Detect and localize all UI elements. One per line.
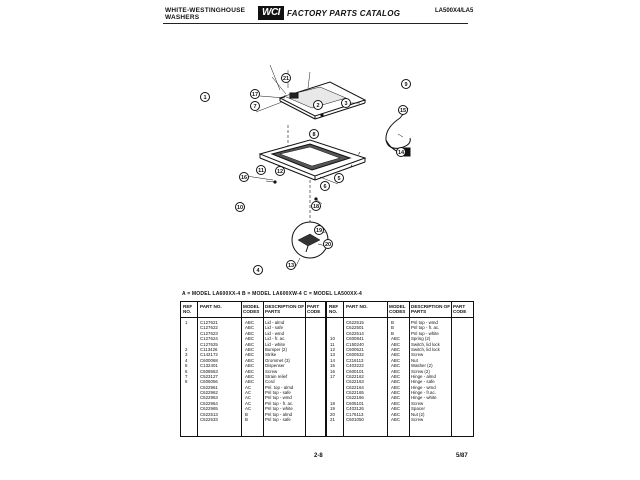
header-ref-right: REF NO. [329,304,339,314]
right-desc-cell: Spacer [411,406,425,412]
left-ref-cell: 6 [185,368,188,374]
header-desc-left: DESCRIPTION OF PARTS [265,304,305,314]
callout-bubble: 9 [401,79,411,89]
right-desc-cell: Washer (2) [411,363,433,369]
right-model-cell: ABC [391,400,401,406]
callout-bubble: 8 [309,129,319,139]
right-model-cell: ABC [391,390,401,396]
callout-bubble: 20 [323,239,333,249]
right-desc-cell: Screw [411,400,424,406]
catalog-code: LA500X4/LA5 [435,8,474,14]
left-desc-cell: Pnl top - fr. ac. [265,400,294,406]
left-model-cell: AC [245,406,252,412]
col-divider [343,302,344,436]
callout-bubble: 11 [256,165,266,175]
callout-bubble: 21 [281,73,291,83]
left-model-cell: ABC [245,368,255,374]
right-desc-cell: Switch, lid lock [411,346,440,352]
left-ref-cell: 7 [185,373,188,379]
left-part-cell: C622533 [200,417,218,423]
right-desc-cell: Screw [411,417,424,423]
col-divider [241,302,242,436]
left-desc-cell: Cord [265,379,275,385]
left-part-cell: C600068 [200,357,218,363]
header-ref-left: REF NO. [183,304,193,314]
left-part-cell: C622513 [200,411,218,417]
right-desc-cell: Nut [411,357,418,363]
callout-bubble: 19 [314,225,324,235]
left-part-cell: C523127 [200,373,218,379]
right-model-cell: ABC [391,384,401,390]
brand-block [165,7,245,21]
callout-bubble: 7 [250,101,260,111]
left-desc-cell: Pnl top - wmd [265,395,292,401]
col-divider [325,302,327,436]
left-ref-cell: 3 [185,352,188,358]
callout-bubble: 10 [235,202,245,212]
callout-bubble: 13 [286,260,296,270]
right-model-cell: ABC [391,411,401,417]
right-model-cell: ABC [391,395,401,401]
right-model-cell: ABC [391,368,401,374]
left-model-cell: AC [245,395,252,401]
header-code-right: PART CODE [453,304,467,314]
left-model-cell: ABC [245,330,255,336]
model-legend: A = MODEL LA600XX-4 B = MODEL LA600XW-4 C = MODEL LA500XX-4 [182,291,363,297]
left-model-cell: ABC [245,341,255,347]
parts-table [180,301,474,437]
left-ref-cell: 4 [185,357,188,363]
right-model-cell: ABC [391,336,401,342]
left-ref-column [185,320,187,422]
left-part-cell: C113426 [200,346,218,352]
right-ref-cell: 13 [330,352,335,358]
col-divider [451,302,452,436]
wci-logo: WCI [258,6,284,20]
left-model-column [245,320,254,422]
right-part-cell: C600841 [346,336,364,342]
header-part-right: PART NO. [346,304,368,309]
callout-bubble: 4 [253,265,263,275]
callout-bubble: 14 [396,147,406,157]
left-model-cell: ABC [245,325,255,331]
left-part-cell: C127621 [200,320,218,325]
brand-line-2: WASHERS [165,14,200,21]
left-model-cell: AC [245,384,252,390]
right-desc-cell: Pnl top - fr. ac. [411,325,440,331]
left-model-cell: ABC [245,346,255,352]
right-desc-column [411,320,440,422]
page-number: 2-8 [314,453,323,459]
left-desc-cell: Pnl top - safe [265,390,291,396]
right-desc-cell: Hinge - white [411,395,437,401]
left-model-cell: AC [245,400,252,406]
right-desc-cell: Hinge - fr.ac. [411,390,436,396]
callout-bubble: 18 [311,201,321,211]
left-part-cell: C127624 [200,336,218,342]
left-desc-cell: Lid - wmd [265,330,285,336]
right-desc-cell: Hinge - almd [411,373,436,379]
left-model-cell: ABC [245,352,255,358]
left-ref-cell: 5 [185,363,188,369]
right-ref-cell: 15 [330,363,335,369]
right-model-cell: B [391,320,394,325]
left-part-cell: C127625 [200,341,218,347]
header-code-left: PART CODE [307,304,321,314]
right-desc-cell: Switch, lid lock [411,341,440,347]
right-part-cell: C150240 [346,341,364,347]
right-ref-cell: 20 [330,411,335,417]
left-part-cell: C622963 [200,395,218,401]
right-part-cell: C622163 [346,379,364,385]
right-desc-cell: Spring (2) [411,336,431,342]
right-desc-cell: Pnl top - wmd [411,320,438,325]
right-ref-cell: 14 [330,357,335,363]
lid-drawing [280,82,365,119]
right-ref-cell: 16 [330,368,335,374]
exploded-parts-diagram [160,30,480,285]
right-part-cell: C605101 [346,400,364,406]
left-part-cell: C622964 [200,400,218,406]
catalog-title: FACTORY PARTS CATALOG [287,9,401,18]
right-model-cell: ABC [391,406,401,412]
right-ref-cell: 12 [330,346,335,352]
right-model-cell: ABC [391,363,401,369]
left-ref-cell: 2 [185,346,188,352]
right-part-cell: C622164 [346,384,364,390]
left-part-column [200,320,218,422]
left-model-cell: B [245,411,248,417]
left-part-cell: C622965 [200,406,218,412]
right-ref-cell: 10 [330,336,335,342]
left-desc-cell: Dispenser [265,363,285,369]
right-model-cell: B [391,330,394,336]
left-model-cell: ABC [245,379,255,385]
right-part-cell: C622515 [346,320,364,325]
left-desc-cell: Lid - fr. ac. [265,336,286,342]
header-part-left: PART NO. [200,304,222,309]
callout-bubble: 6 [320,181,330,191]
right-part-cell: C622165 [346,390,364,396]
left-model-cell: ABC [245,336,255,342]
right-desc-cell: Nut (2) [411,411,425,417]
left-ref-cell: 1 [185,320,188,325]
left-desc-cell: Strike [265,352,277,358]
left-model-cell: AC [245,390,252,396]
right-part-cell: C403126 [346,406,364,412]
left-part-cell: C622962 [200,390,218,396]
header-desc-right: DESCRIPTION OF PARTS [411,304,451,314]
left-part-cell: C127623 [200,330,218,336]
left-part-cell: C142172 [200,352,218,358]
col-divider [197,302,198,436]
right-model-cell: B [391,325,394,331]
right-part-cell: C601050 [346,417,364,423]
left-desc-cell: Pnl top - white [265,406,293,412]
right-part-cell: C403222 [346,363,364,369]
left-desc-cell: Pnl top - safe [265,417,291,423]
right-part-column [346,320,364,422]
right-desc-cell: Screw (2) [411,368,430,374]
right-ref-cell: 21 [330,417,335,423]
revision-date: 5/87 [456,453,468,459]
col-divider [387,302,388,436]
right-desc-cell: Hinge - wmd [411,384,436,390]
left-model-cell: ABC [245,357,255,363]
right-ref-cell: 18 [330,400,335,406]
callout-bubble: 16 [239,172,249,182]
left-desc-cell: Lid - safe [265,325,284,331]
right-part-cell: C622501 [346,325,364,331]
header-model-left: MODEL CODES [243,304,260,314]
header-model-right: MODEL CODES [389,304,406,314]
table-header-rule [181,317,473,318]
callout-bubble: 3 [341,98,351,108]
left-desc-cell: Lid - almd [265,320,285,325]
callout-bubble: 17 [250,89,260,99]
right-desc-cell: Screw [411,352,424,358]
right-model-cell: ABC [391,373,401,379]
right-part-cell: C216113 [346,357,364,363]
left-model-cell: B [245,417,248,423]
right-model-cell: ABC [391,352,401,358]
right-part-cell: C600101 [346,368,364,374]
left-desc-cell: Lid - white [265,341,286,347]
right-part-cell: C176113 [346,411,364,417]
right-part-cell: C600532 [346,352,364,358]
callout-bubble: 1 [200,92,210,102]
right-ref-cell: 11 [330,341,335,347]
left-ref-cell: 8 [185,379,188,385]
right-model-column [391,320,400,422]
brand-line-1: WHITE-WESTINGHOUSE [165,7,246,14]
left-desc-cell: Bumper (2) [265,346,287,352]
right-ref-cell: 19 [330,406,335,412]
left-part-cell: C127622 [200,325,218,331]
col-divider [409,302,410,436]
left-model-cell: ABC [245,363,255,369]
left-model-cell: ABC [245,320,255,325]
callout-bubble: 15 [398,105,408,115]
right-part-cell: C600521 [346,346,364,352]
callout-bubble: 2 [313,100,323,110]
right-ref-column [330,320,335,422]
right-model-cell: ABC [391,357,401,363]
col-divider [305,302,306,436]
left-part-cell: C608563 [200,368,218,374]
right-desc-cell: Hinge - safe [411,379,435,385]
left-desc-cell: Pnl top - almd [265,411,293,417]
left-ref-cell [185,417,187,422]
right-desc-cell: Pnl top - white [411,330,439,336]
right-ref-cell: 17 [330,373,335,379]
right-part-cell: C622166 [346,395,364,401]
right-part-cell: C622162 [346,373,364,379]
header-rule [163,23,468,24]
left-desc-cell: Strain relief [265,373,288,379]
col-divider [263,302,264,436]
left-desc-column [265,320,293,422]
left-desc-cell: Screw [265,368,278,374]
callout-bubble: 5 [334,173,344,183]
right-part-cell: C622514 [346,330,364,336]
right-model-cell: ABC [391,341,401,347]
callout-bubble: 12 [275,166,285,176]
right-model-cell: ABC [391,417,401,423]
left-model-cell: ABC [245,373,255,379]
left-part-cell: C606056 [200,379,218,385]
left-desc-cell: Pnl. top - almd [265,384,294,390]
right-model-cell: ABC [391,346,401,352]
right-model-cell: ABC [391,379,401,385]
left-desc-cell: Grommet (3) [265,357,290,363]
left-part-cell: C622961 [200,384,218,390]
left-part-cell: C132401 [200,363,218,369]
